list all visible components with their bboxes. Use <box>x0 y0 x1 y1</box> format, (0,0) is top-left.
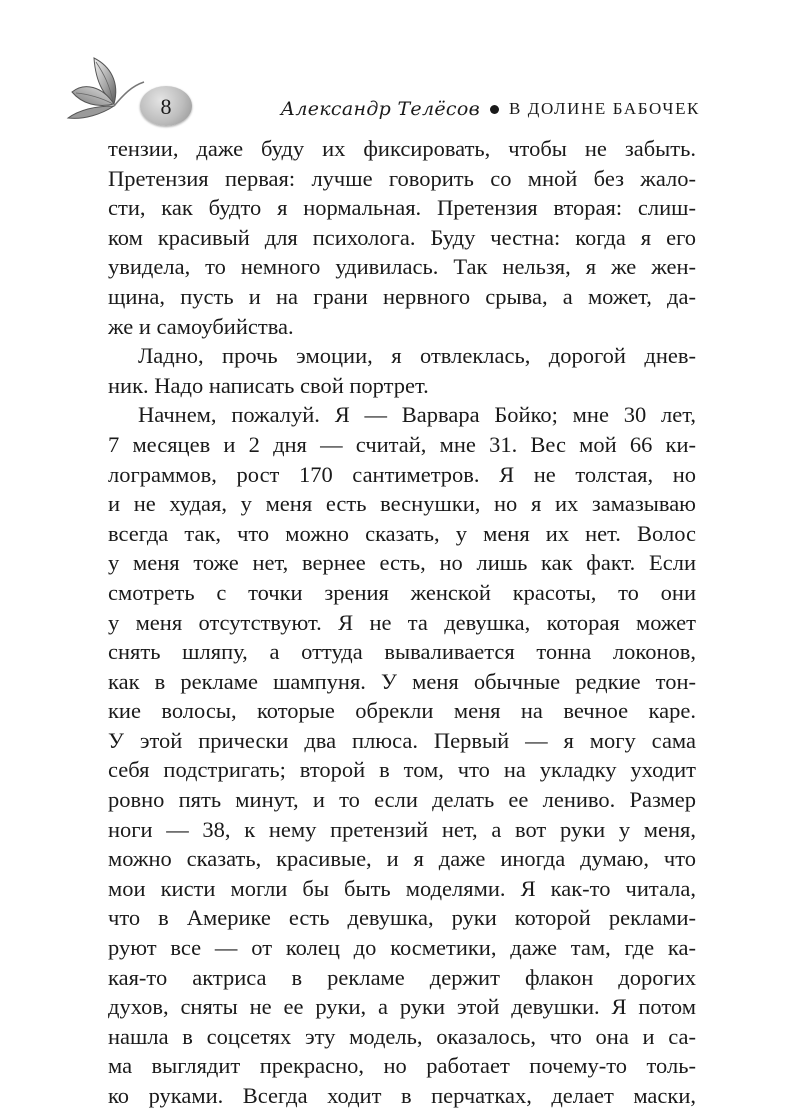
text-line: сти, как будто я нормальная. Претензия вторая: слиш- <box>108 195 696 221</box>
text-line: духов, сняты не ее руки, а руки этой девушки. Я потом <box>108 994 696 1020</box>
text-line: смотреть с точки зрения женской красоты, то они <box>108 579 696 605</box>
text-line: Претензия первая: лучше говорить со мной без жало- <box>108 165 696 191</box>
text-line: ком красивый для психолога. Буду честна: когда я его <box>108 224 696 250</box>
text-line: ник. Надо написать свой портрет. <box>108 372 429 398</box>
text-line: Ладно, прочь эмоции, я отвлеклась, дорогой днев- <box>138 343 696 369</box>
page-header <box>0 0 800 140</box>
text-line: 7 месяцев и 2 дня — считай, мне 31. Вес мой 66 ки- <box>108 431 696 457</box>
text-line: себя подстригать; второй в том, что на укладку уходит <box>108 757 696 783</box>
text-line: ноги — 38, к нему претензий нет, а вот руки у меня, <box>108 816 696 842</box>
text-line: лограммов, рост 170 сантиметров. Я не толстая, но <box>108 461 696 487</box>
text-line: ровно пять минут, и то если делать ее лениво. Размер <box>108 787 696 813</box>
page-number: 8 <box>160 93 172 119</box>
page-number-badge <box>140 86 192 126</box>
text-line: у меня отсутствуют. Я не та девушка, которая может <box>108 609 696 635</box>
text-line: кая-то актриса в рекламе держит флакон дорогих <box>108 964 696 990</box>
author-name: Александр Телёсов <box>280 98 480 120</box>
text-line: всегда так, что можно сказать, у меня их нет. Волос <box>108 520 696 546</box>
text-line: увидела, то немного удивилась. Так нельзя, я же жен- <box>108 254 696 280</box>
text-line: у меня тоже нет, вернее есть, но лишь как факт. Если <box>108 550 696 576</box>
text-line: и не худая, у меня есть веснушки, но я их замазываю <box>108 491 696 517</box>
text-line: тензии, даже буду их фиксировать, чтобы не забыть. <box>108 136 696 161</box>
text-line: руют все — от колец до косметики, даже там, где ка- <box>108 935 696 961</box>
bullet-separator <box>490 105 499 114</box>
text-line: кие волосы, которые обрекли меня на вечное каре. <box>108 698 696 724</box>
text-line: же и самоубийства. <box>108 313 294 339</box>
text-line: как в рекламе шампуня. У меня обычные редкие тон- <box>108 668 696 694</box>
text-line: можно сказать, красивые, и я даже иногда думаю, что <box>108 846 696 872</box>
text-line: ко руками. Всегда ходит в перчатках, делает маски, <box>108 1083 696 1108</box>
body-text <box>108 134 696 1111</box>
text-line: снять шляпу, а оттуда вываливается тонна локонов, <box>108 639 696 665</box>
text-line: мои кисти могли бы быть моделями. Я как-то читала, <box>108 875 696 901</box>
text-line: что в Америке есть девушка, руки которой реклами- <box>108 905 696 931</box>
text-line: У этой прически два плюса. Первый — я могу сама <box>108 727 696 753</box>
running-head <box>281 96 700 122</box>
text-line: щина, пусть и на грани нервного срыва, а может, да- <box>108 283 696 309</box>
book-title: В ДОЛИНЕ БАБОЧЕК <box>508 99 700 118</box>
text-line: Начнем, пожалуй. Я — Варвара Бойко; мне 30 лет, <box>138 402 696 428</box>
text-line: ма выглядит прекрасно, но работает почему-то толь- <box>108 1053 696 1079</box>
text-line: нашла в соцсетях эту модель, оказалось, что она и са- <box>108 1023 696 1049</box>
